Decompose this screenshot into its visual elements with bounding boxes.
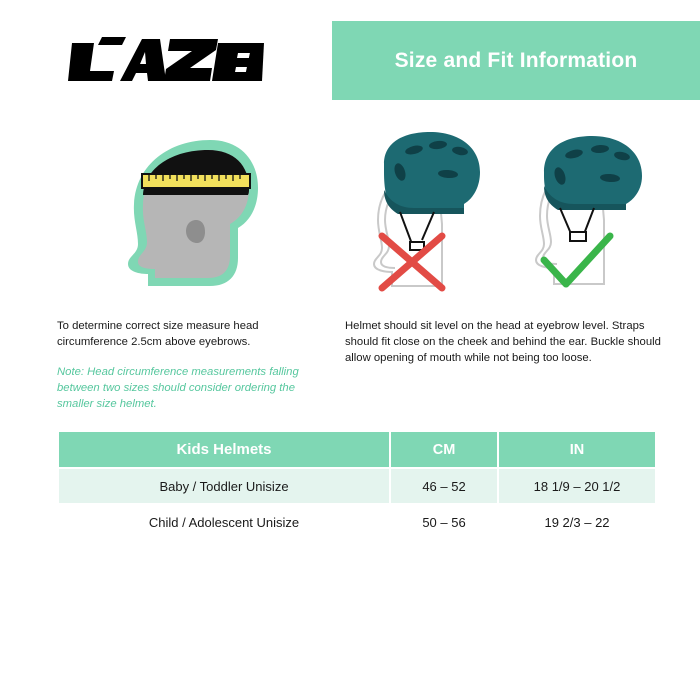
cell-size-in: 18 1/9 – 20 1/2 [498, 468, 656, 504]
illustration-row [0, 120, 700, 300]
size-table [57, 430, 657, 541]
lazer-logo [66, 35, 266, 87]
cell-size-cm: 50 – 56 [390, 504, 498, 540]
cell-size-name: Child / Adolescent Unisize [58, 504, 390, 540]
table-row [58, 468, 656, 504]
brand-logo-area [0, 21, 332, 100]
fit-instruction-text: Helmet should sit level on the head at eyebrow level. Straps should fit close on the cheek and behind the ear. Buckle should allow opening of mouth while not being too loose. [345, 320, 661, 365]
cell-size-cm: 46 – 52 [390, 468, 498, 504]
table-row [58, 504, 656, 540]
table-header-row [58, 431, 656, 468]
header-title-bar [332, 21, 700, 100]
sizing-note-text: Note: Head circumference measurements falling between two sizes should consider ordering the smaller size helmet. [57, 366, 299, 411]
column-header-cm: CM [390, 431, 498, 468]
cell-size-name: Baby / Toddler Unisize [58, 468, 390, 504]
head-measure-illustration [92, 128, 282, 300]
size-table-head [58, 431, 656, 468]
tape-measure-icon [142, 174, 250, 188]
size-table-body [58, 468, 656, 540]
helmet-correct-illustration [500, 128, 660, 300]
page-title: Size and Fit Information [394, 48, 638, 72]
measure-instruction-text: To determine correct size measure head circumference 2.5cm above eyebrows. [57, 320, 259, 349]
cell-size-in: 19 2/3 – 22 [498, 504, 656, 540]
column-header-in: IN [498, 431, 656, 468]
page-header [0, 21, 700, 100]
left-caption-block [57, 318, 302, 412]
helmet-incorrect-illustration [338, 128, 498, 300]
right-caption-block [345, 318, 665, 366]
column-header-kids-helmets: Kids Helmets [58, 431, 390, 468]
